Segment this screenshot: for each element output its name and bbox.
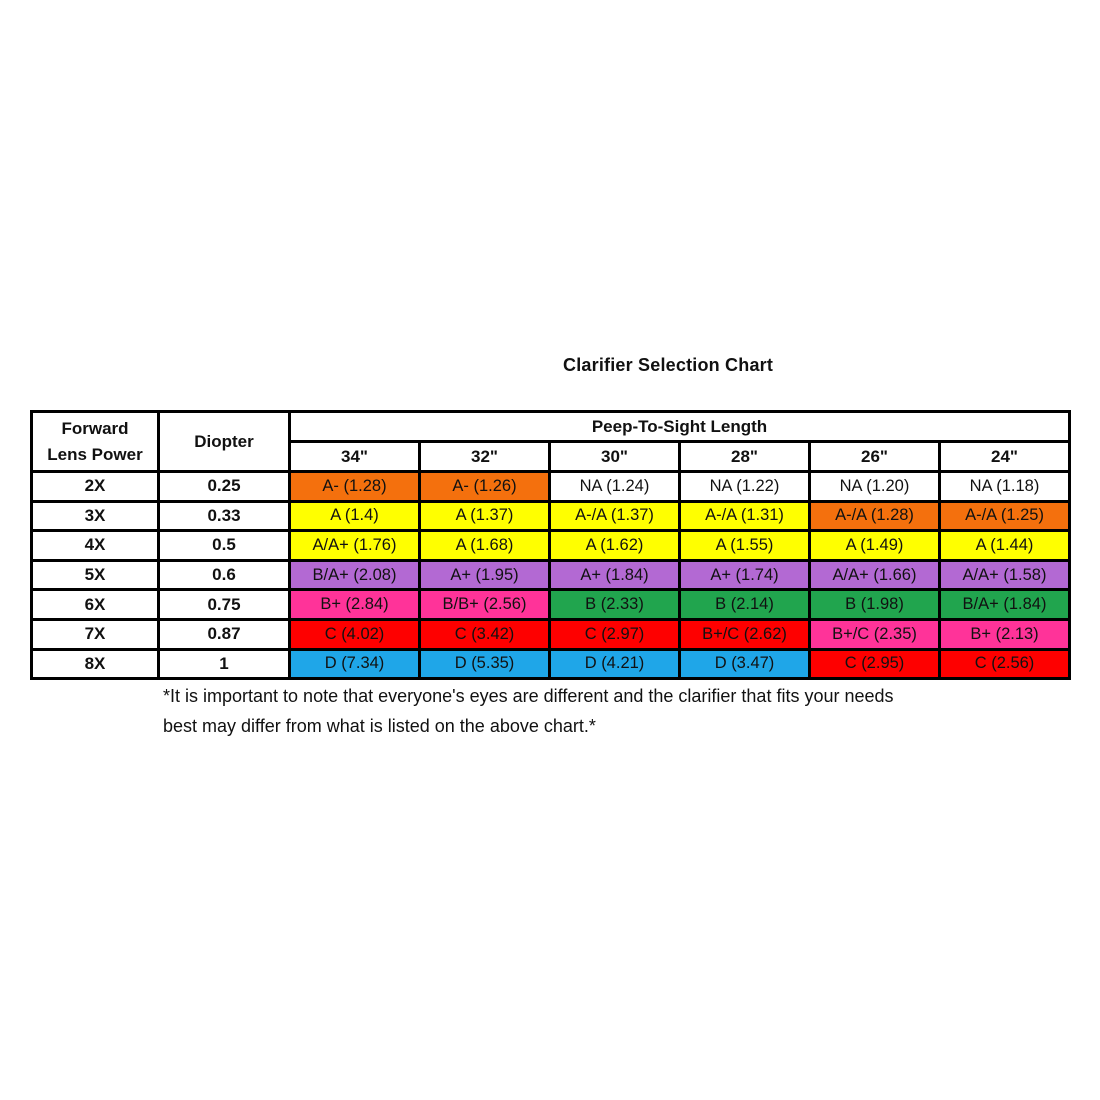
clarifier-cell: A-/A (1.31) [680,501,810,531]
clarifier-cell: D (3.47) [680,649,810,679]
footnote-line2: best may differ from what is listed on the above chart.* [163,715,596,736]
lens-power-cell: 2X [32,472,159,502]
clarifier-cell: A (1.44) [940,531,1070,561]
table-row [32,531,1070,561]
forward-lens-power-header-line2: Lens Power [47,444,143,464]
clarifier-cell: A-/A (1.37) [550,501,680,531]
clarifier-cell: A (1.4) [290,501,420,531]
clarifier-cell: B+/C (2.62) [680,619,810,649]
clarifier-cell: C (4.02) [290,619,420,649]
length-header-32: 32" [420,442,550,472]
peep-to-sight-length-header: Peep-To-Sight Length [290,412,1070,442]
clarifier-cell: A- (1.26) [420,472,550,502]
clarifier-cell: A-/A (1.28) [810,501,940,531]
clarifier-cell: A+ (1.84) [550,560,680,590]
clarifier-cell: C (2.97) [550,619,680,649]
lens-power-cell: 4X [32,531,159,561]
clarifier-cell: B (2.14) [680,590,810,620]
clarifier-cell: B (2.33) [550,590,680,620]
clarifier-cell: D (4.21) [550,649,680,679]
clarifier-selection-table [30,410,1071,680]
clarifier-cell: NA (1.18) [940,472,1070,502]
chart-title: Clarifier Selection Chart [563,355,774,375]
clarifier-cell: A/A+ (1.66) [810,560,940,590]
length-header-26: 26" [810,442,940,472]
lens-power-cell: 5X [32,560,159,590]
clarifier-cell: B+ (2.84) [290,590,420,620]
table-row [32,649,1070,679]
lens-power-cell: 8X [32,649,159,679]
length-header-24: 24" [940,442,1070,472]
table-row [32,501,1070,531]
diopter-header: Diopter [159,412,290,472]
diopter-cell: 0.33 [159,501,290,531]
clarifier-cell: A+ (1.95) [420,560,550,590]
lens-power-cell: 3X [32,501,159,531]
clarifier-cell: C (2.95) [810,649,940,679]
clarifier-cell: NA (1.24) [550,472,680,502]
length-header-34: 34" [290,442,420,472]
clarifier-cell: A (1.68) [420,531,550,561]
footnote [163,682,894,741]
header-row-top [32,412,1070,442]
lens-power-cell: 6X [32,590,159,620]
clarifier-cell: D (7.34) [290,649,420,679]
table-row [32,590,1070,620]
length-header-28: 28" [680,442,810,472]
table-row [32,619,1070,649]
clarifier-cell: A (1.49) [810,531,940,561]
clarifier-cell: A (1.37) [420,501,550,531]
clarifier-cell: C (2.56) [940,649,1070,679]
diopter-cell: 0.5 [159,531,290,561]
clarifier-cell: A+ (1.74) [680,560,810,590]
diopter-cell: 1 [159,649,290,679]
clarifier-cell: B+ (2.13) [940,619,1070,649]
diopter-cell: 0.6 [159,560,290,590]
diopter-cell: 0.25 [159,472,290,502]
clarifier-cell: A/A+ (1.76) [290,531,420,561]
clarifier-cell: A-/A (1.25) [940,501,1070,531]
clarifier-cell: B+/C (2.35) [810,619,940,649]
clarifier-cell: A (1.62) [550,531,680,561]
diopter-cell: 0.87 [159,619,290,649]
forward-lens-power-header [32,412,159,472]
table-row [32,472,1070,502]
clarifier-cell: NA (1.20) [810,472,940,502]
clarifier-cell: D (5.35) [420,649,550,679]
clarifier-cell: A/A+ (1.58) [940,560,1070,590]
clarifier-cell: C (3.42) [420,619,550,649]
lens-power-cell: 7X [32,619,159,649]
footnote-line1: *It is important to note that everyone's eyes are different and the clarifier that fits your needs [163,686,894,706]
clarifier-cell: B/A+ (2.08) [290,560,420,590]
clarifier-cell: B/B+ (2.56) [420,590,550,620]
clarifier-cell: A (1.55) [680,531,810,561]
clarifier-cell: A- (1.28) [290,472,420,502]
diopter-cell: 0.75 [159,590,290,620]
length-header-30: 30" [550,442,680,472]
clarifier-cell: B/A+ (1.84) [940,590,1070,620]
table-row [32,560,1070,590]
clarifier-cell: NA (1.22) [680,472,810,502]
forward-lens-power-header-line1: Forward [61,419,129,438]
clarifier-cell: B (1.98) [810,590,940,620]
